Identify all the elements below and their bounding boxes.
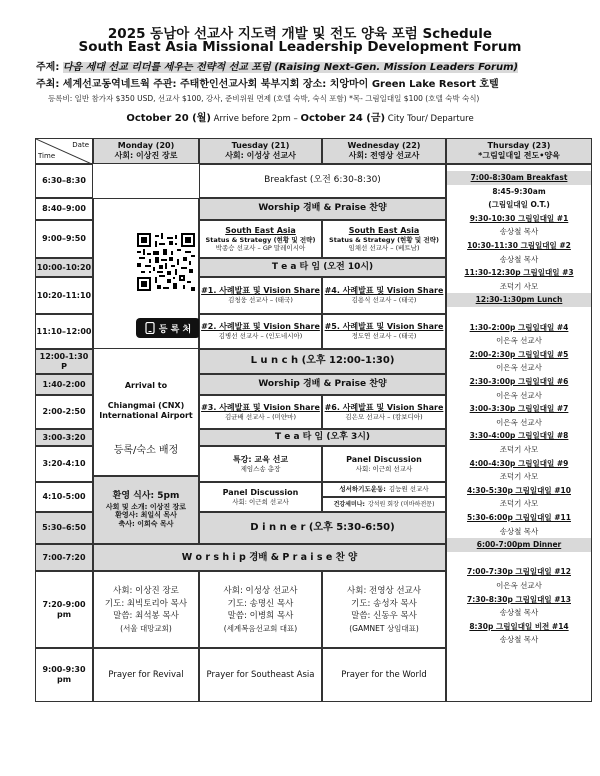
worship-evening-cell: W o r s h i p 경배 & P r a i s e 찬 양 — [93, 544, 446, 571]
wed-sea-cell — [322, 220, 446, 258]
thursday-column — [446, 164, 592, 702]
tuesday-evening-cell — [199, 571, 322, 648]
corner-cell — [35, 138, 93, 164]
tue-panel-by: 사회: 이근희 선교사 — [232, 497, 289, 506]
time-cell: 10:20-11:10 — [35, 277, 93, 314]
wed-sea-title: South East Asia — [348, 225, 420, 235]
breakfast-cell: Breakfast (오전 6:30-8:30) — [199, 164, 446, 198]
case5-by: 정도연 선교사 – (태국) — [351, 332, 417, 341]
arrival-line-2: Chiangmai (CNX) — [107, 400, 185, 410]
case1-title: #1. 사례발표 및 Vision Share — [201, 286, 320, 296]
register-button[interactable] — [136, 318, 200, 338]
thursday-line: 7:00-8:30am Breakfast — [447, 171, 591, 185]
movement-label: 성서하기도운동: — [339, 485, 386, 494]
thursday-line: 조덕기 사모 — [499, 472, 539, 482]
time-cell: 4:10-5:00 — [35, 482, 93, 512]
qr-code-icon — [137, 233, 195, 291]
col-thursday-header — [446, 138, 592, 164]
welcome-title: 환영 식사: 5pm — [112, 491, 180, 502]
tuesday-day: Tuesday (21) — [231, 141, 290, 150]
thursday-line: 송상철 목사 — [499, 635, 539, 645]
thursday-line: 3:30-4:00p 그림일대일 #8 — [469, 431, 569, 441]
thursday-line: 11:30-12:30p 그림일대일 #3 — [464, 268, 574, 278]
thursday-line: 8:30p 그림일대일 비전 #14 — [469, 621, 569, 631]
tue-eve-org: (세계복음선교회 대표) — [223, 624, 298, 633]
special-title: 특강: 교육 선교 — [232, 454, 289, 464]
dates-line — [0, 109, 600, 124]
case4-by: 김용식 선교사 – (태국) — [351, 296, 417, 305]
thursday-line: 이은옥 선교사 — [496, 580, 542, 590]
time-cell: 9:00-9:30 pm — [35, 648, 93, 702]
thursday-host: *그림일대일 전도•양육 — [478, 151, 560, 160]
time-cell: 7:00-7:20 — [35, 544, 93, 571]
worship-afternoon-cell: Worship 경배 & Praise 찬양 — [199, 374, 446, 395]
thursday-line: (그림일대일 O.T.) — [488, 200, 550, 210]
mon-eve-word: 말씀: 최석봉 목사 — [113, 611, 179, 622]
thursday-line — [447, 307, 591, 321]
time-cell: 7:20-9:00 pm — [35, 571, 93, 648]
case6-by: 김은모 선교사 – (캄보디아) — [345, 412, 423, 421]
time-cell: 9:00–9:50 — [35, 220, 93, 258]
date-end: October 24 (금) — [300, 113, 386, 124]
special-by: 제임스송 총장 — [240, 464, 281, 473]
tue-sea-by: 박종승 선교사 – GP 말레이시아 — [215, 244, 306, 252]
date-arrive: Arrive before 2pm – — [210, 114, 301, 124]
tue-sea-sub: Status & Strategy (현황 및 전략) — [205, 235, 316, 244]
time-cell: 3:20-4:10 — [35, 446, 93, 482]
monday-day: Monday (20) — [117, 141, 175, 150]
theme-line — [36, 58, 518, 73]
thursday-line: 송상철 목사 — [499, 227, 539, 237]
wed-sea-by: 임채선 선교사 – (베트남) — [348, 244, 420, 252]
thursday-line: 7:30-8:30p 그림일대일 #13 — [467, 594, 571, 604]
wed-case6-cell — [322, 395, 446, 429]
lunch-cell: L u n c h (오후 12:00-1:30) — [199, 349, 446, 374]
wed-panel-title: Panel Discussion — [346, 454, 422, 464]
case2-by: 김병선 선교사 – (인도네시아) — [218, 332, 303, 341]
time-cell: 3:00-3:20 — [35, 429, 93, 446]
thursday-line: 이은옥 선교사 — [496, 390, 542, 400]
thursday-line: 송상철 목사 — [499, 608, 539, 618]
thursday-line: 조덕기 사모 — [499, 444, 539, 454]
thursday-line: 이은옥 선교사 — [496, 336, 542, 346]
thursday-line: 조덕기 사모 — [499, 281, 539, 291]
welcome-host: 사회 및 소개: 이상진 장로 — [105, 502, 187, 511]
thursday-line: 10:30-11:30 그림일대일 #2 — [467, 241, 571, 251]
monday-evening-cell — [93, 571, 199, 648]
corner-time: Time — [38, 152, 56, 161]
date-depart: City Tour/ Departure — [385, 114, 474, 124]
case1-by: 김청웅 선교사 – (태국) — [228, 296, 293, 305]
tue-case3-cell — [199, 395, 322, 429]
tea-morning-cell: T e a 타 임 (오전 10시) — [199, 258, 446, 277]
date-start: October 20 (월) — [126, 113, 211, 124]
tue-sea-title: South East Asia — [225, 225, 296, 235]
tue-sea-cell — [199, 220, 322, 258]
tue-case1-cell — [199, 277, 322, 314]
wednesday-host: 사회: 전영상 선교사 — [348, 151, 420, 160]
thursday-line: 7:00-7:30p 그림일대일 #12 — [467, 567, 571, 577]
thursday-day: Thursday (23) — [487, 141, 551, 150]
thursday-line — [447, 552, 591, 566]
col-monday-header — [93, 138, 199, 164]
theme-text: 다음 세대 선교 리더를 세우는 전략적 선교 포럼 (Raising Next-Gen. Mission Leaders Forum) — [62, 62, 519, 73]
thursday-line: 6:00-7:00pm Dinner — [447, 538, 591, 552]
title-line-2: South East Asia Missional Leadership Development Forum — [78, 39, 522, 55]
monday-night-cell: Prayer for Revival — [93, 648, 199, 702]
tue-panel-title: Panel Discussion — [222, 487, 299, 497]
wed-panel-cell — [322, 446, 446, 482]
case6-title: #6. 사례발표 및 Vision Share — [324, 402, 444, 412]
title-line-1: 2025 동남아 선교사 지도력 개발 및 전도 양육 포럼 Schedule — [107, 26, 493, 42]
arrival-line-3: International Airport — [99, 410, 193, 420]
mon-eve-host: 사회: 이상진 장로 — [113, 585, 179, 596]
thursday-line: 5:30-6:00p 그림일대일 #11 — [467, 512, 571, 522]
case3-by: 김균배 선교사 – (미얀마) — [224, 412, 297, 421]
thursday-line: 3:00-3:30p 그림일대일 #7 — [469, 404, 569, 414]
tue-eve-word: 말씀: 이병희 목사 — [227, 611, 294, 622]
wednesday-evening-cell — [322, 571, 446, 648]
health-by: 강석원 회장 (미바하전문) — [367, 500, 435, 508]
tuesday-host: 사회: 이성상 선교사 — [225, 151, 296, 160]
time-cell: 8:40–9:00 — [35, 198, 93, 220]
thursday-line: 2:30-3:00p 그림일대일 #6 — [469, 377, 569, 387]
mon-eve-org: (서울 대망교회) — [120, 624, 172, 633]
wednesday-night-cell: Prayer for the World — [322, 648, 446, 702]
wed-panel-by: 사회: 이근희 선교사 — [355, 464, 413, 473]
phone-icon — [145, 322, 155, 334]
wed-eve-word: 말씀: 신동우 목사 — [351, 611, 417, 622]
case3-title: #3. 사례발표 및 Vision Share — [201, 402, 320, 412]
dinner-cell: D i n n e r (오후 5:30-6:50) — [199, 512, 446, 544]
thursday-line: 송상철 목사 — [499, 254, 539, 264]
thursday-line: 이은옥 선교사 — [496, 417, 542, 427]
col-tuesday-header — [199, 138, 322, 164]
thursday-line: 8:45-9:30am — [492, 186, 546, 196]
thursday-line: 12:30-1:30pm Lunch — [447, 293, 591, 307]
time-cell: 10:00-10:20 — [35, 258, 93, 277]
wed-health-cell — [322, 497, 446, 512]
monday-arrival-cell — [93, 349, 199, 476]
mon-eve-prayer: 기도: 최빅토리아 목사 — [104, 598, 188, 609]
time-cell: 5:30–6:50 — [35, 512, 93, 544]
register-label: 등 록 처 — [158, 324, 192, 335]
corner-date: Date — [72, 141, 89, 149]
tue-panel-cell — [199, 482, 322, 512]
time-cell: 1:40-2:00 — [35, 374, 93, 395]
welcome-blessing: 축사: 이희숙 목사 — [118, 520, 174, 528]
thursday-line: 9:30-10:30 그림일대일 #1 — [469, 213, 569, 223]
checkin-text: 등록/숙소 배정 — [113, 444, 179, 456]
wednesday-day: Wednesday (22) — [347, 141, 421, 150]
tue-eve-host: 사회: 이성상 선교사 — [223, 585, 298, 596]
col-wednesday-header — [322, 138, 446, 164]
organizers-line: 주최: 세계선교동역네트웍 주관: 주태한인선교사회 북부지회 장소: 치앙마이 Green Lake Resort 호텔 — [36, 79, 499, 90]
thursday-line: 이은옥 선교사 — [496, 363, 542, 373]
fees-line: 등록비: 일반 참가자 $350 USD, 선교사 $100, 강사, 준비위원 면제 (호텔 숙박, 숙식 포함) *목- 그림일대일 $100 (호텔 숙박 숙식) — [48, 94, 480, 103]
wed-case5-cell — [322, 314, 446, 349]
thursday-line: 조덕기 사모 — [499, 499, 539, 509]
time-cell: 11:10–12:00 — [35, 314, 93, 349]
monday-welcome-cell — [93, 476, 199, 544]
thursday-line: 2:00-2:30p 그림일대일 #5 — [469, 349, 569, 359]
wed-eve-host: 사회: 전영상 선교사 — [347, 585, 421, 596]
case5-title: #5. 사례발표 및 Vision Share — [324, 322, 444, 332]
tea-afternoon-cell: T e a 타 임 (오후 3시) — [199, 429, 446, 446]
case2-title: #2. 사례발표 및 Vision Share — [201, 322, 320, 332]
thursday-line: 4:00-4:30p 그림일대일 #9 — [469, 458, 569, 468]
theme-prefix: 주제: — [36, 62, 63, 73]
wed-eve-org: (GAMNET 상임대표) — [349, 624, 419, 633]
wed-eve-prayer: 기도: 송성자 목사 — [351, 598, 417, 609]
time-cell: 6:30–8:30 — [35, 164, 93, 198]
movement-by: 김능원 선교사 — [388, 485, 429, 494]
tue-eve-prayer: 기도: 송명신 목사 — [227, 598, 294, 609]
time-cell: 12:00-1:30 P — [35, 349, 93, 374]
tue-special-cell — [199, 446, 322, 482]
tue-case2-cell — [199, 314, 322, 349]
wed-sea-sub: Status & Strategy (현황 및 전략) — [329, 235, 439, 244]
tuesday-night-cell: Prayer for Southeast Asia — [199, 648, 322, 702]
welcome-speech: 환영사: 최일식 목사 — [115, 511, 177, 520]
time-cell: 2:00-2:50 — [35, 395, 93, 429]
schedule-table — [35, 138, 592, 759]
case4-title: #4. 사례발표 및 Vision Share — [324, 286, 444, 296]
thursday-line: 1:30-2:00p 그림일대일 #4 — [469, 322, 569, 332]
wed-movement-cell — [322, 482, 446, 497]
monday-host: 사회: 이상진 장로 — [114, 151, 178, 160]
thursday-line: 4:30-5:30p 그림일대일 #10 — [467, 485, 571, 495]
wed-case4-cell — [322, 277, 446, 314]
worship-morning-cell: Worship 경배 & Praise 찬양 — [199, 198, 446, 220]
registration-qr-code[interactable] — [137, 233, 195, 291]
health-label: 건강세미나: — [333, 500, 365, 508]
thursday-line: 송상철 목사 — [499, 526, 539, 536]
arrival-line-1: Arrival to — [124, 380, 168, 390]
